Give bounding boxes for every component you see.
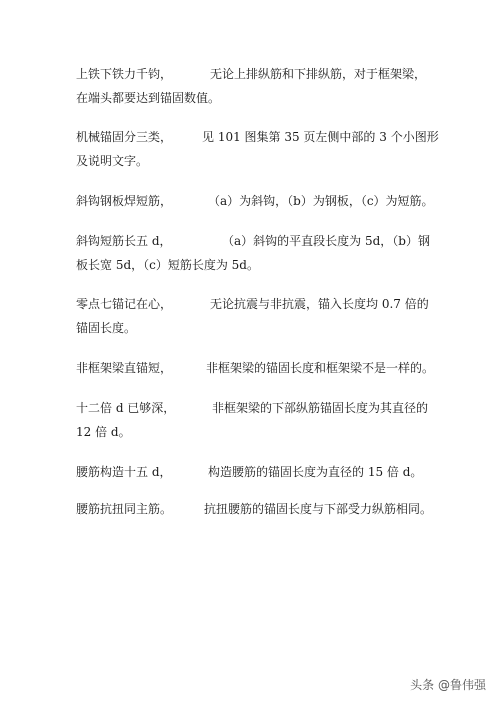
watermark: 头条 @鲁伟强	[410, 678, 486, 692]
entry-text: 非框架梁的下部纵筋锚固长度为其直径的	[212, 401, 429, 415]
entry-8	[76, 460, 436, 484]
entry-2	[76, 125, 439, 173]
entry-text-continued: 12 倍 d。	[76, 425, 131, 439]
entry-3	[76, 189, 436, 213]
entry-9	[76, 497, 436, 521]
entry-heading: 上铁下铁力千钧，	[76, 67, 173, 81]
entry-heading: 十二倍 d 已够深，	[76, 401, 176, 415]
entry-text: 构造腰筋的锚固长度为直径的 15 倍 d。	[208, 465, 423, 479]
entry-heading: 机械锚固分三类，	[76, 130, 173, 144]
entry-text-continued: 板长宽 5d，（c）短筋长度为 5d。	[76, 258, 259, 272]
entry-text: （a）斜钩的平直段长度为 5d，（b）钢	[222, 234, 430, 248]
entry-text-continued: 锚固长度。	[76, 321, 137, 335]
entry-text: 非框架梁的锚固长度和框架梁不是一样的。	[206, 361, 435, 375]
entry-heading: 斜钩短筋长五 d，	[76, 234, 172, 248]
entry-text: 无论上排纵筋和下排纵筋，对于框架梁，	[210, 67, 427, 81]
entry-heading: 斜钩钢板焊短筋，	[76, 194, 173, 208]
entry-4	[76, 229, 436, 277]
entry-text: 抗扭腰筋的锚固长度与下部受力纵筋相同。	[204, 502, 433, 516]
entry-7	[76, 396, 436, 444]
entry-5	[76, 292, 436, 340]
entry-heading: 零点七锚记在心，	[76, 297, 173, 311]
entry-text-continued: 及说明文字。	[76, 154, 149, 168]
entry-heading: 非框架梁直锚短，	[76, 361, 173, 375]
entry-heading: 腰筋构造十五 d，	[76, 465, 172, 479]
entry-text: 无论抗震与非抗震，锚入长度均 0.7 倍的	[210, 297, 429, 311]
entry-text-continued: 在端头都要达到锚固数值。	[76, 91, 221, 105]
entry-text: （a）为斜钩，（b）为钢板，（c）为短筋。	[208, 194, 434, 208]
entry-1	[76, 62, 436, 110]
entry-heading: 腰筋抗扭同主筋。	[76, 502, 173, 516]
entry-text: 见 101 图集第 35 页左侧中部的 3 个小图形	[202, 130, 439, 144]
entry-6	[76, 356, 436, 380]
